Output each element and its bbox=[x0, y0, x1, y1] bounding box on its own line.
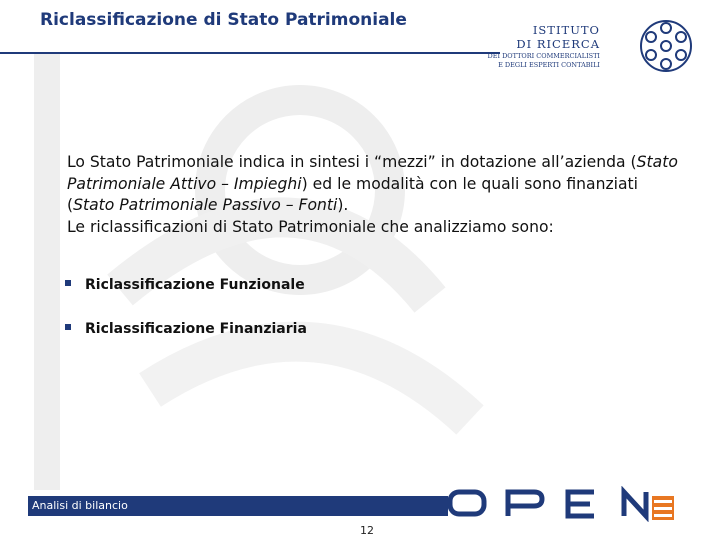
institute-subtitle-line1: DEI DOTTORI COMMERCIALISTI bbox=[487, 52, 600, 60]
bullet-label: Riclassificazione Finanziaria bbox=[85, 321, 307, 337]
page-number: 12 bbox=[360, 524, 374, 537]
bullet-item bbox=[65, 277, 305, 293]
bullet-square-icon bbox=[65, 280, 71, 286]
institute-name-line1: ISTITUTO bbox=[532, 23, 600, 37]
footer-label: Analisi di bilancio bbox=[32, 499, 128, 512]
open-logo-icon bbox=[446, 486, 676, 522]
footer-band bbox=[28, 496, 448, 516]
body-text bbox=[67, 152, 687, 238]
bullet-square-icon bbox=[65, 324, 71, 330]
slide-title: Riclassificazione di Stato Patrimoniale bbox=[40, 10, 407, 30]
institute-logo bbox=[487, 18, 700, 72]
body-paragraph-1: Lo Stato Patrimoniale indica in sintesi i “mezzi” in dotazione all’azienda (Stato Patrimoniale Attivo – Impieghi) ed le modalità con le quali sono finanziati (Stato Patrimoniale Passivo – Fonti). bbox=[67, 153, 678, 214]
institute-emblem-icon bbox=[638, 18, 694, 74]
bullet-item bbox=[65, 321, 307, 337]
header-rule bbox=[0, 52, 500, 54]
body-paragraph-2: Le riclassificazioni di Stato Patrimoniale che analizziamo sono: bbox=[67, 217, 554, 236]
institute-subtitle-line2: E DEGLI ESPERTI CONTABILI bbox=[498, 61, 600, 69]
bullet-label: Riclassificazione Funzionale bbox=[85, 277, 305, 293]
institute-name-line2: DI RICERCA bbox=[516, 37, 600, 51]
